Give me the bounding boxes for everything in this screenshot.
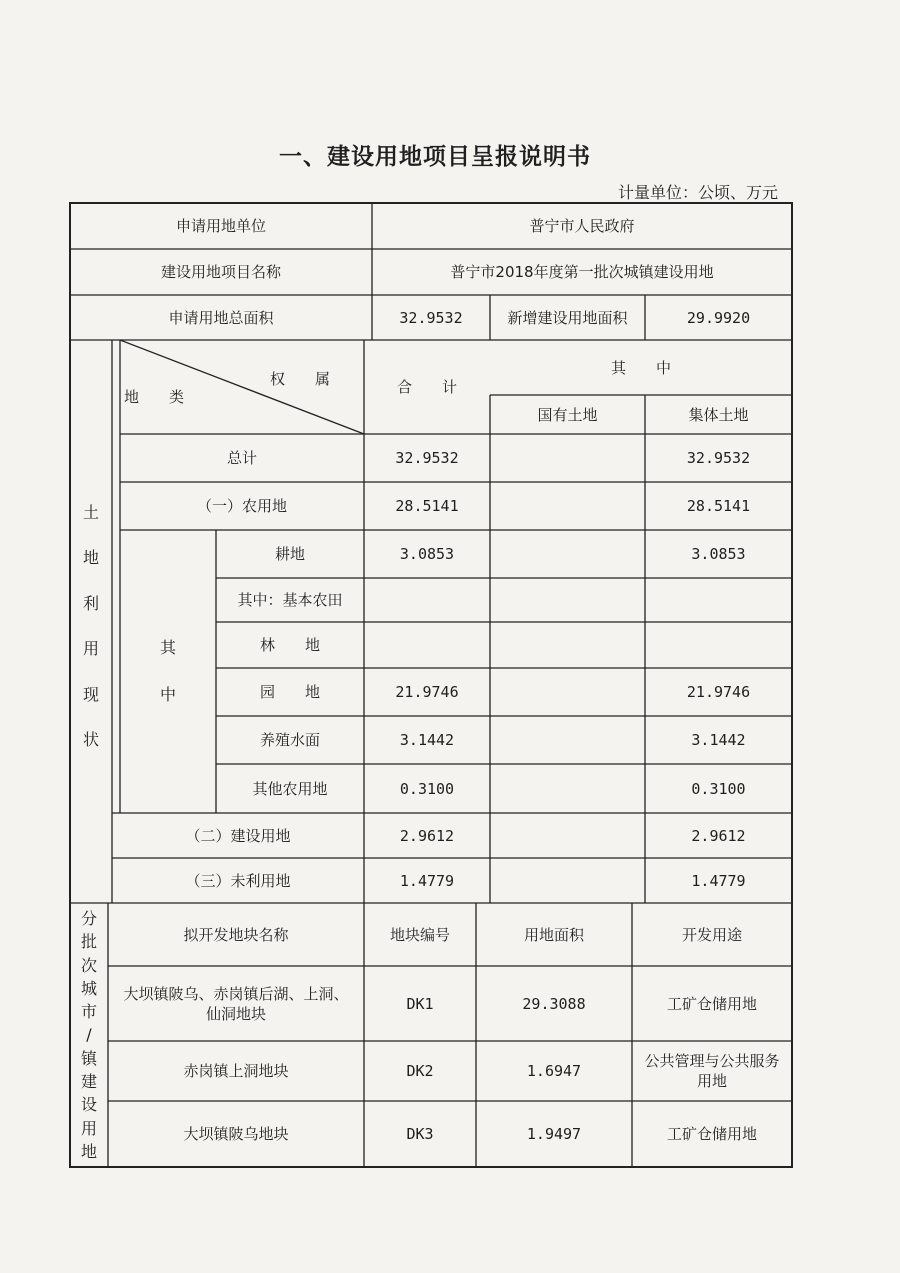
parcel-use: 工矿仓储用地	[666, 994, 757, 1013]
row-state-value	[490, 578, 645, 622]
new-construction-area-label: 新增建设用地面积	[507, 308, 628, 327]
batch-section-char: 镇	[80, 1048, 97, 1068]
row-collective-value: 1.4779	[691, 871, 746, 890]
row-collective-value: 32.9532	[686, 449, 751, 467]
row-state-value	[490, 482, 645, 530]
landuse-section-char: 状	[82, 729, 99, 749]
row-total-value: 21.9746	[395, 683, 459, 701]
of-which-char: 其	[159, 638, 176, 657]
batch-section-char: 次	[80, 955, 97, 975]
parcel-use: 工矿仓储用地	[666, 1125, 757, 1143]
landuse-section-char: 现	[82, 684, 99, 704]
row-state-value	[490, 716, 645, 764]
column-header-state-land: 国有土地	[537, 405, 598, 424]
row-collective-value: 3.0853	[691, 545, 746, 563]
row-state-value	[490, 434, 645, 482]
batch-header-area: 用地面积	[523, 925, 584, 944]
row-label-construction: （二）建设用地	[185, 826, 291, 845]
row-label-unused: （三）未利用地	[185, 871, 291, 890]
row-label-agricultural: （一）农用地	[196, 497, 287, 515]
parcel-code: DK1	[406, 994, 434, 1013]
row-collective-value	[645, 622, 792, 668]
batch-section-char: 分	[80, 909, 97, 928]
batch-section-char: 用	[80, 1118, 97, 1138]
batch-section-char: 建	[80, 1072, 97, 1092]
applicant-label: 申请用地单位	[175, 217, 266, 235]
parcel-code: DK3	[406, 1125, 434, 1143]
applicant-value: 普宁市人民政府	[529, 217, 635, 235]
batch-section-char: 批	[80, 932, 97, 952]
total-area-value: 32.9532	[399, 308, 463, 327]
batch-section-label	[70, 908, 108, 1162]
batch-header-use: 开发用途	[681, 925, 742, 944]
parcel-name: 大坝镇陂乌、赤岗镇后湖、上洞、仙洞地块	[123, 984, 349, 1023]
parcel-name: 赤岗镇上洞地块	[183, 1062, 289, 1080]
project-name-value: 普宁市2018年度第一批次城镇建设用地	[450, 263, 714, 281]
column-header-collective-land: 集体土地	[688, 405, 749, 424]
landuse-section-char: 利	[82, 593, 99, 613]
row-total-value: 3.1442	[399, 731, 455, 749]
batch-section-char: 市	[80, 1002, 97, 1022]
row-label-basic-farmland: 其中：基本农田	[237, 591, 343, 609]
batch-header-parcel-code: 地块编号	[389, 925, 450, 944]
row-label-cultivated: 耕地	[274, 545, 305, 563]
parcel-code: DK2	[406, 1062, 434, 1080]
row-state-value	[490, 530, 645, 578]
of-which-char: 中	[159, 685, 176, 704]
batch-section-char: 设	[80, 1095, 97, 1115]
batch-section-char: 城	[80, 978, 97, 998]
column-header-of-which: 其 中	[610, 358, 671, 377]
row-total-value: 32.9532	[395, 449, 459, 467]
project-name-label: 建设用地项目名称	[160, 263, 281, 281]
row-state-value	[490, 622, 645, 668]
landuse-section-char: 用	[82, 639, 99, 659]
column-header-total: 合 计	[396, 378, 457, 396]
parcel-area: 1.9497	[526, 1125, 582, 1143]
row-collective-value	[645, 578, 792, 622]
parcel-name: 大坝镇陂乌地块	[183, 1125, 289, 1143]
row-total-value: 3.0853	[399, 545, 455, 563]
row-collective-value: 3.1442	[691, 731, 746, 749]
new-construction-area-value: 29.9920	[686, 308, 751, 327]
page-title: 一、建设用地项目呈报说明书	[279, 144, 591, 170]
row-total-value: 2.9612	[399, 826, 455, 845]
row-label-orchard: 园 地	[259, 683, 320, 701]
batch-section-char: 地	[80, 1141, 97, 1161]
diagonal-header-ownership: 权 属	[270, 370, 331, 388]
total-area-label: 申请用地总面积	[168, 308, 274, 327]
row-state-value	[490, 813, 645, 858]
row-collective-value: 21.9746	[686, 683, 751, 701]
parcel-area: 1.6947	[526, 1062, 582, 1080]
diagonal-header-land-class: 地 类	[124, 388, 185, 406]
of-which-sub-label	[120, 635, 216, 705]
landuse-section-char: 土	[82, 503, 99, 522]
row-state-value	[490, 668, 645, 716]
landuse-section-label	[70, 500, 112, 750]
row-total-value	[364, 578, 490, 622]
unit-note: 计量单位：公顷、万元	[617, 183, 778, 202]
batch-header-parcel-name: 拟开发地块名称	[183, 925, 289, 944]
row-total-value: 28.5141	[395, 497, 459, 515]
row-label-forest: 林 地	[259, 636, 320, 654]
parcel-use: 公共管理与公共服务用地	[644, 1052, 780, 1090]
batch-section-char: /	[86, 1025, 92, 1045]
row-label-other-agricultural: 其他农用地	[252, 779, 328, 798]
row-collective-value: 2.9612	[691, 826, 746, 845]
row-label-aquaculture: 养殖水面	[259, 731, 320, 749]
row-collective-value: 0.3100	[691, 779, 746, 798]
row-collective-value: 28.5141	[686, 497, 751, 515]
row-total-value: 0.3100	[399, 779, 455, 798]
row-state-value	[490, 764, 645, 813]
landuse-section-char: 地	[82, 548, 99, 568]
row-total-value	[364, 622, 490, 668]
row-total-value: 1.4779	[399, 871, 455, 890]
row-label-total: 总计	[226, 449, 257, 467]
parcel-area: 29.3088	[522, 994, 586, 1013]
row-state-value	[490, 858, 645, 903]
